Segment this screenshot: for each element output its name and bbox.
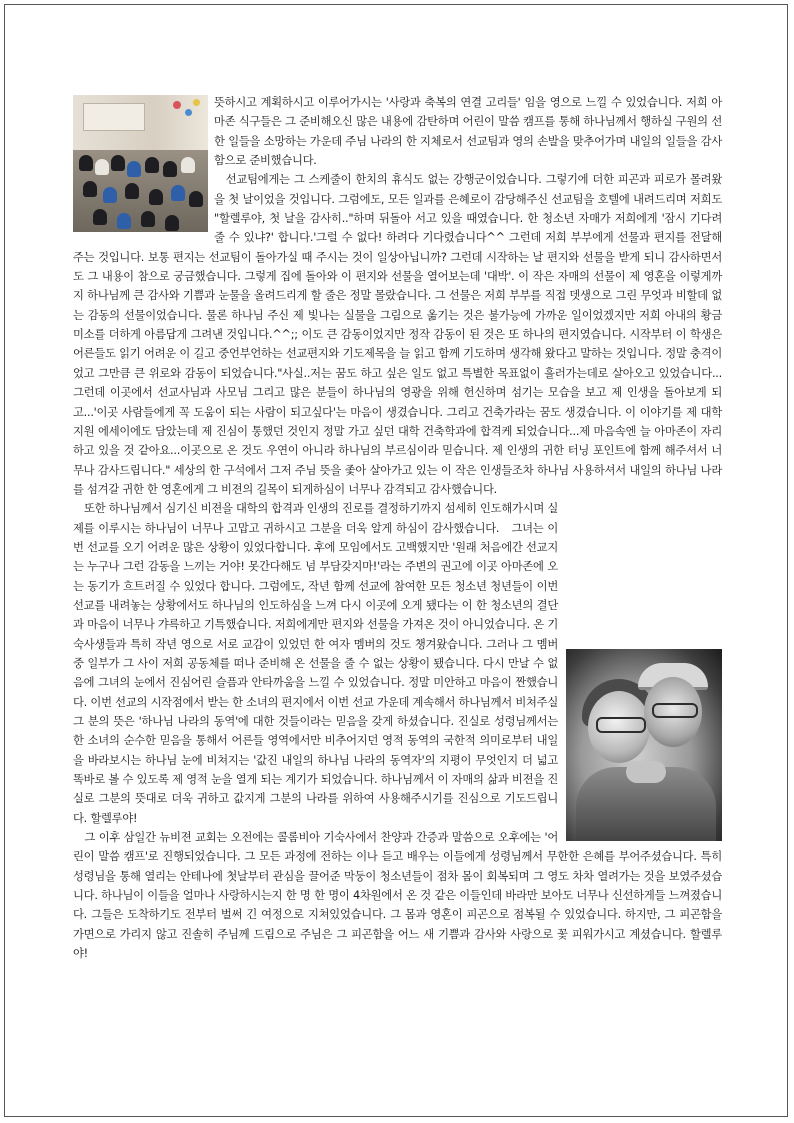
- paragraph-2: 선교팀에게는 그 스케줄이 한치의 휴식도 없는 강행군이었습니다. 그렇기에 더한 피곤과 피로가 몰려왔을 첫 날이었을 것입니다. 그럼에도, 모든 일과를 은혜로이 감당해주신 선교팀을 호텔에 내려드리며 저희도 "할렐루야, 첫 날을 감사히.."하며 뒤돌아 서고 있을 때였습니다. 한 청소년 자매가 저희에게 '잠시 기다려 줄 수 있냐?' 합니다.'그럴 수 없다! 하려다 기다렸습니다^^ 그런데 저희 부부에게 선물과 편지를 전달해 주는 것입니다. 보통 편지는 선교팀이 돌아가실 때 주시는 것이 일상아닙니까? 그런데 시작하는 날 편지와 선물을 받게 되니 감사하면서도 그 내용이 참으로 궁금했습니다. 그렇게 집에 돌아와 이 편지와 선물을 열어보는데 '대박'. 이 작은 자매의 선물이 제 영혼을 이렇게까지 하나님께 큰 감사와 기쁨과 눈물을 올려드리게 할 줄은 정말 몰랐습니다. 그 선물은 저희 부부를 직접 뎃생으로 그린 무엇과 비할데 없는 감동의 선물이었습니다. 물론 하나님 주신 제 빛나는 실물을 그림으로 옮기는 것은 불가능에 가까운 일이었겠지만 저희 아내의 황금 미소를 더하게 아름답게 그려낸 것입니다.^^;; 이도 큰 감동이었지만 정작 감동이 된 것은 또 하나의 편지였습니다. 시작부터 이 학생은 어른들도 읽기 어려운 이 길고 중언부언하는 선교편지와 기도제목을 늘 읽고 함께 기도하며 생각해 왔다고 말하는 것입니다. 정말 충격이었고 그만큼 큰 위로와 감동이 되었습니다."사실..저는 꿈도 하고 싶은 일도 없고 특별한 목표없이 흘러가는데로 살아오고 있었습니다... 그런데 이곳에서 선교사님과 사모님 그리고 많은 분들이 하나님의 영광을 위해 헌신하며 섬기는 모습을 보고 제 인생을 돌아보게 되고...'이곳 사람들에게 꼭 도움이 되는 사람이 되고싶다'는 마음이 생겼습니다. 그리고 건축가라는 꿈도 생겼습니다. 이 이야기를 제 대학 지원 에세이에도 담았는데 제 진심이 통했던 것인지 정말 가고 싶던 대학 건축학과에 합격케 되었습니다...제 마음속엔 늘 아마존이 자리하고 있을 것 같아요...이곳으로 온 것도 우연이 아니라 하나님의 부르심이라 믿습니다. 제 인생의 귀한 터닝 포인트에 함께 해주셔서 너무나 감사드립니다." 세상의 한 구석에서 그저 주님 뜻을 좇아 살아가고 있는 이 작은 인생들조차 하나님 사용하셔서 내일의 하나님 나라를 섬겨갈 귀한 한 영혼에게 그 비젼의 길목이 되게하심이 너무나 감격되고 감사했습니다.: [73, 173, 722, 496]
- article-body: [73, 93, 722, 963]
- paragraph-4: 그 이후 삼일간 뉴비젼 교회는 오전에는 콜롬비아 기숙사에서 찬양과 간증과 말씀으로 오후에는 '어린이 말씀 캠프'로 진행되었습니다. 그 모든 과정에 전하는 이나 듣고 배우는 이들에게 성령님께서 무한한 은혜를 부어주셨습니다. 특히 성령님을 통해 열리는 안테나에 첫날부터 관심을 끌어준 막둥이 청소년들이 점차 몸이 회복되며 그 영도 차차 열려가는 것을 보였주셨습니다. 하나님이 이들을 얼마나 사랑하시는지 한 명 한 명이 4차원에서 온 것 같은 이들인데 바라만 보아도 너무나 신선하게들 느껴졌습니다. 그들은 도착하기도 전부터 벌써 긴 여정으로 지쳐있었습니다. 그 몸과 영혼이 피곤으로 점복될 수 있었습니다. 하지만, 그 피곤함을 가면으로 가리지 않고 진솔히 주님께 드림으로 주님은 그 피곤함을 어느 새 기쁨과 감사와 사랑으로 꽃 피워가시고 계셨습니다. 할렐루야!: [73, 831, 722, 961]
- paragraph-3: 또한 하나님께서 심기신 비젼을 대학의 합격과 인생의 진로를 결정하기까지 섬세히 인도해가시며 실제를 이루시는 하나님이 너무나 고맙고 귀하시고 그분을 더욱 알게 하심이 감사했습니다. 그녀는 이번 선교를 오기 어려운 많은 상황이 있었다합니다. 후에 모임에서도 고백했지만 '원래 처음에간 선교지는 누구나 그런 감동을 느끼는 거야! 못간다해도 넘 부담갖지마!'라는 주변의 권고에 이곳 아마존에 오는 동기가 흐트러질 수 있었다 합니다. 그럼에도, 작년 함께 선교에 참여한 모든 청소년 청년들이 이번 선교를 내려놓는 상황에서도 하나님의 인도하심을 느껴 다시 이곳에 오게 됐다는 이 한 청소년의 결단과 마음이 너무나 갸륵하고 기특했습니다. 저희에게만 편지와 선물을 가져온 것이 아니었습니다. 온 기숙사생들과 특히 작년 영으로 서로 교감이 있었던 한 여자 멤버의 것도 챙겨왔습니다. 그러나 그 멤버중 일부가 그 사이 저희 공동체를 떠나 준비해 온 선물을 줄 수 없는 상황이 됐습니다. 다시 만날 수 없음에 그녀의 눈에서 진심어린 슬픔과 안타까움을 느낄 수 있었습니다. 정말 미안하고 마음이 짠했습니다. 이번 선교의 시작점에서 받는 한 소녀의 편지에서 이번 선교 가운데 계속해서 하나님께서 비쳐주실 그 분의 뜻은 '하나님 나라의 동역'에 대한 것들이라는 믿음을 갖게 하셨습니다. 진실로 성령님께서는 한 소녀의 순수한 믿음을 통해서 어른들 영역에서만 비추어지던 영적 동역의 국한적 의미로부터 내일을 바라보시는 하나님 눈에 비쳐지는 '값진 내일의 하나님 나라의 동역자'의 지평이 무엇인지 더 넓고 똑바로 볼 수 있도록 제 영적 눈을 열게 되는 계기가 되었습니다. 하나님께서 이 자매의 삶과 비젼을 진실로 그분의 뜻대로 더욱 귀하고 값지게 그분의 나라를 위하여 사용해주시기를 진심으로 기도드립니다. 할렐루야!: [73, 502, 558, 825]
- group-gathering-photo: [73, 95, 208, 232]
- pencil-portrait-photo: [566, 649, 722, 841]
- paragraph-1: 뜻하시고 계획하시고 이루어가시는 '사랑과 축복의 연결 고리들' 임을 영으로 느낄 수 있었습니다. 저희 아마존 식구들은 그 준비해오신 많은 내용에 감탄하며 어린이 말씀 캠프를 통해 하나님께서 행하실 구원의 선한 일들을 소망하는 가운데 주님 나라의 한 지체로서 선교팀과 영의 손발을 맞추어가며 내일의 일들을 감사함으로 준비했습니다.: [214, 96, 722, 168]
